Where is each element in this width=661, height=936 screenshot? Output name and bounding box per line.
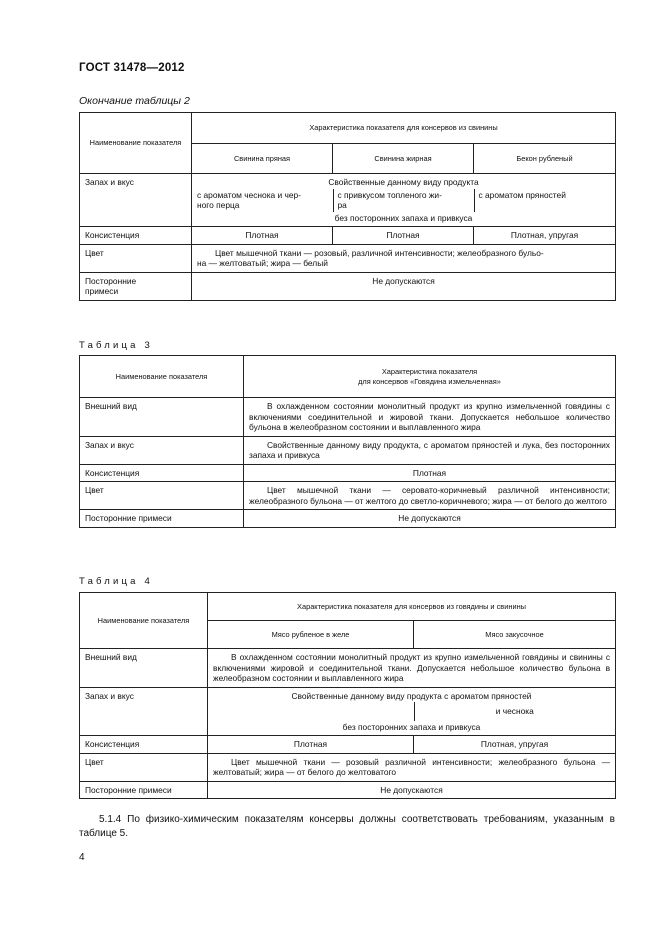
taste-common: Свойственные данному виду продукта	[328, 177, 479, 187]
paragraph-5-1-4: 5.1.4 По физико-химическим показателям консервы должны соответствовать требованиям, указанным в таблице 5.	[79, 814, 615, 839]
table3-caption: Таблица 3	[79, 340, 153, 351]
table2-cell: Плотная, упругая	[474, 227, 616, 245]
table3-col-header-name: Наименование показателя	[80, 356, 244, 398]
table2-subheader: Бекон рубленый	[474, 144, 616, 174]
table3-cell: Плотная	[244, 464, 616, 482]
table2-subheader: Свинина жирная	[333, 144, 474, 174]
table4-row-label: Внешний вид	[80, 649, 208, 688]
table-4	[79, 592, 616, 799]
taste-part: с ароматом чеснока и чер- ного перца	[197, 189, 302, 210]
table4-taste-cell	[208, 687, 616, 736]
table3-cell: В охлажденном состоянии монолитный продукт из крупно измельченной говядины с включениями соединительной и жировой ткани. Допускается небольшое количество бульона в желеобразном состоянии и выплавленного жира	[244, 398, 616, 437]
table3-row-label: Посторонние примеси	[80, 510, 244, 528]
taste-part: с привкусом топленого жи- ра	[333, 189, 474, 212]
table4-subheader: Мясо рубленое в желе	[208, 621, 414, 649]
table-3	[79, 355, 616, 528]
page-number: 4	[79, 852, 85, 863]
table3-row-label: Цвет	[80, 482, 244, 510]
table2-cell: Не допускаются	[192, 272, 616, 300]
document-title: ГОСТ 31478—2012	[79, 62, 185, 74]
table3-col-header-value: Характеристика показателя для консервов «Говядина измельченная»	[244, 356, 616, 398]
taste-part: с ароматом пряностей	[474, 189, 615, 212]
table3-row-label: Внешний вид	[80, 398, 244, 437]
table2-cell: Плотная	[333, 227, 474, 245]
taste-common: Свойственные данному виду продукта с ароматом пряностей	[291, 690, 532, 701]
table3-row-label: Запах и вкус	[80, 436, 244, 464]
table2-taste-cell	[192, 174, 616, 227]
table3-cell: Не допускаются	[244, 510, 616, 528]
table4-cell: Цвет мышечной ткани — розовый различной интенсивности; желеобразного бульона — желтоватый; жира — от белого до желтоватого	[208, 753, 616, 781]
taste-extra: и чеснока	[414, 702, 615, 721]
taste-footer: без посторонних запаха и привкуса	[342, 721, 481, 732]
taste-footer: без посторонних запаха и привкуса	[334, 212, 473, 223]
table4-subheader: Мясо закусочное	[414, 621, 616, 649]
table3-cell: Цвет мышечной ткани — серовато-коричневый различной интенсивности; желеобразного бульона — от желтого до светло-коричневого; жира — от белого до желтого	[244, 482, 616, 510]
table2-row-label: Цвет	[80, 244, 192, 272]
table2-group-header: Характеристика показателя для консервов из свинины	[192, 113, 616, 144]
table2-row-label: Запах и вкус	[80, 174, 192, 227]
table2-cell: Цвет мышечной ткани — розовый, различной интенсивности; желеобразного бульо- на — желтоватый; жира — белый	[192, 244, 616, 272]
table2-row-label: Посторонние примеси	[80, 272, 192, 300]
table2-caption: Окончание таблицы 2	[79, 95, 190, 107]
table4-cell: Плотная, упругая	[414, 736, 616, 754]
table4-row-label: Посторонние примеси	[80, 781, 208, 799]
table4-row-label: Запах и вкус	[80, 687, 208, 736]
table3-row-label: Консистенция	[80, 464, 244, 482]
table2-row-label: Консистенция	[80, 227, 192, 245]
table4-row-label: Консистенция	[80, 736, 208, 754]
table-2	[79, 112, 616, 301]
table4-cell: В охлажденном состоянии монолитный продукт из крупно измельченной говядины и свинины с включениями жировой и соединительной ткани. Допускается небольшое количество бульона в желеобразном состоянии и выплавленного жира	[208, 649, 616, 688]
table2-col-header-name: Наименование показателя	[80, 113, 192, 174]
table2-cell: Плотная	[192, 227, 333, 245]
table2-subheader: Свинина пряная	[192, 144, 333, 174]
table4-group-header: Характеристика показателя для консервов из говядины и свинины	[208, 593, 616, 621]
taste-blank	[208, 702, 414, 721]
table4-col-header-name: Наименование показателя	[80, 593, 208, 649]
table4-row-label: Цвет	[80, 753, 208, 781]
table4-cell: Плотная	[208, 736, 414, 754]
table3-cell: Свойственные данному виду продукта, с ароматом пряностей и лука, без посторонних запаха и привкуса	[244, 436, 616, 464]
table4-cell: Не допускаются	[208, 781, 616, 799]
table4-caption: Таблица 4	[79, 576, 153, 587]
